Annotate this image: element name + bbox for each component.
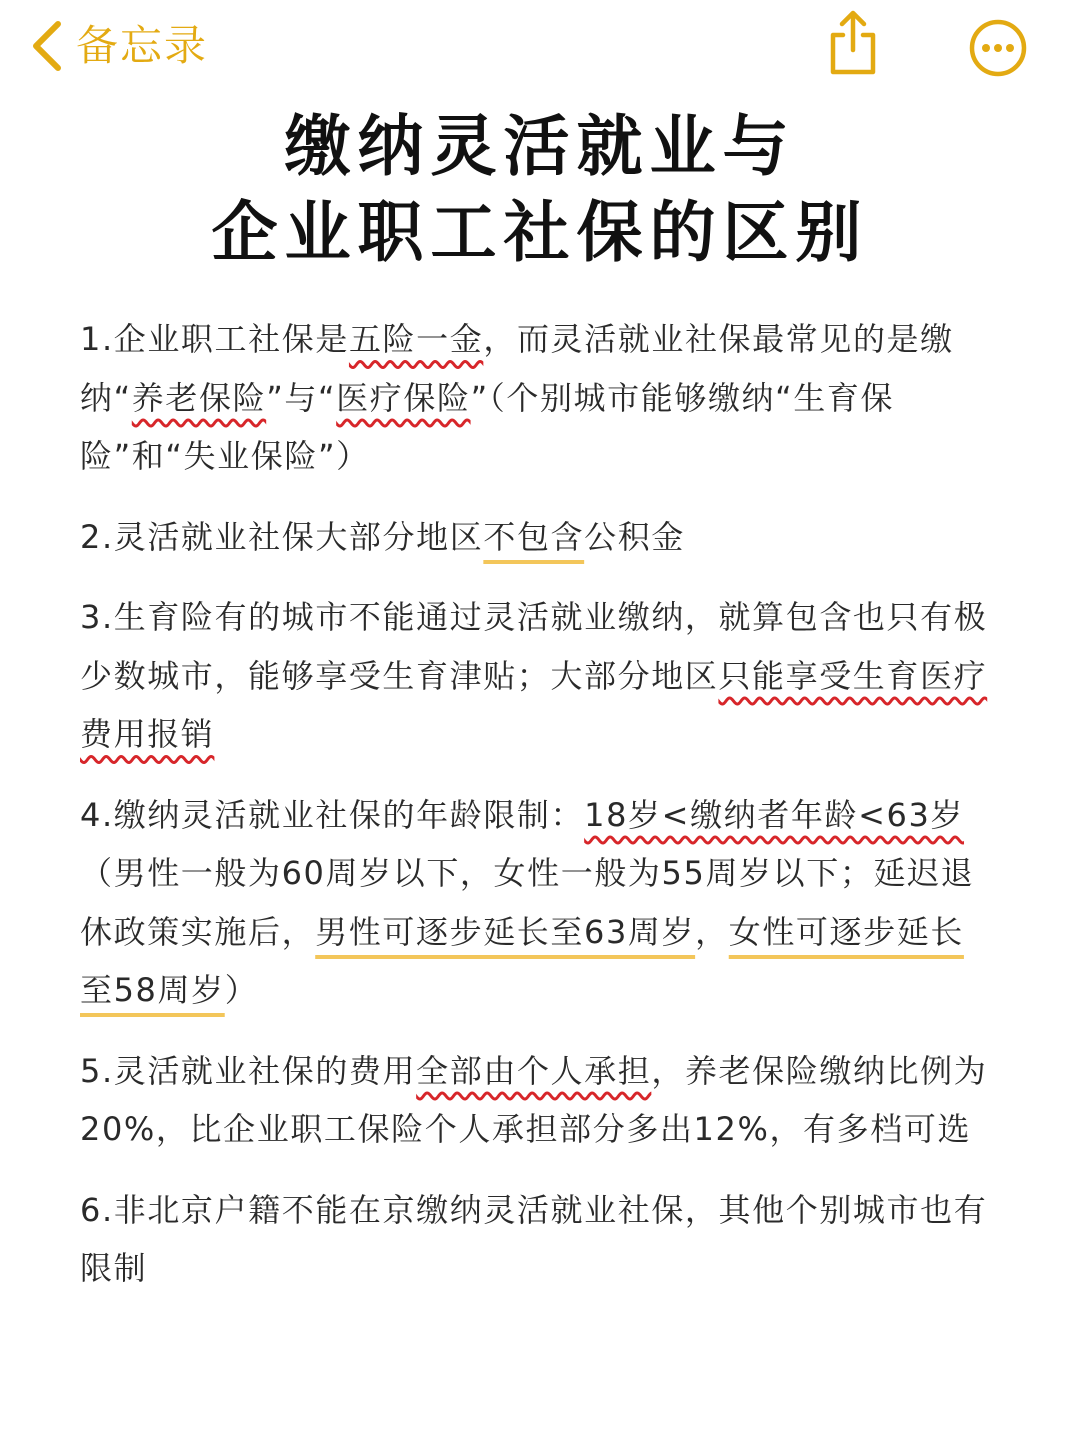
chevron-left-icon — [30, 20, 64, 72]
paragraph-text: ”（个别城市能够缴纳“生育保险”和“失业保险”） — [80, 378, 895, 475]
note-paragraph — [80, 588, 990, 764]
paragraph-text: 6.非北京户籍不能在京缴纳灵活就业社保，其他个别城市也有限制 — [80, 1190, 988, 1287]
note-body — [80, 310, 990, 1320]
paragraph-text: ， — [695, 912, 729, 951]
paragraph-text: ，而灵活就业社保最常见的是缴纳“ — [80, 320, 954, 417]
note-paragraph — [80, 1181, 990, 1298]
more-button[interactable] — [966, 16, 1030, 80]
navigation-bar — [0, 0, 1080, 92]
note-paragraph — [80, 786, 990, 1020]
note-paragraph — [80, 310, 990, 486]
back-label: 备忘录 — [76, 21, 209, 70]
more-ellipsis-icon — [966, 65, 1030, 84]
paragraph-text: ”与“ — [266, 378, 337, 417]
red-underline-highlight: 18岁<缴纳者年龄<63岁 — [584, 795, 965, 834]
red-underline-highlight: 全部由个人承担 — [416, 1051, 652, 1090]
red-underline-highlight: 只能享受生育医疗费用报销 — [80, 656, 988, 753]
paragraph-text: 3.生育险有的城市不能通过灵活就业缴纳，就算包含也只有极少数城市，能够享受生育津贴；大部分地区 — [80, 598, 988, 695]
note-title-line-1: 缴纳灵活就业与 — [284, 108, 796, 185]
paragraph-text: 5.灵活就业社保的费用 — [80, 1051, 417, 1090]
share-button[interactable] — [822, 8, 884, 78]
paragraph-text: 1.企业职工社保是 — [80, 320, 349, 358]
paragraph-text: 2.灵活就业社保大部分地区 — [80, 517, 484, 556]
yellow-underline-highlight: 不包含 — [483, 517, 585, 556]
back-button[interactable] — [30, 14, 208, 78]
paragraph-text: 4.缴纳灵活就业社保的年龄限制： — [80, 795, 585, 834]
paragraph-text: 公积金 — [584, 517, 685, 556]
paragraph-text: ） — [224, 971, 259, 1009]
yellow-underline-highlight: 男性可逐步延长至63周岁 — [315, 912, 696, 951]
note-title — [0, 104, 1080, 276]
note-paragraph — [80, 508, 990, 567]
red-underline-highlight: 医疗保险 — [336, 378, 471, 417]
share-icon — [822, 63, 884, 82]
red-underline-highlight: 养老保险 — [131, 378, 267, 417]
paragraph-text: ，养老保险缴纳比例为20%，比企业职工保险个人承担部分多出12%，有多档可选 — [80, 1051, 988, 1148]
red-underline-highlight: 五险一金 — [348, 320, 484, 358]
paragraph-text: （男性一般为60周岁以下，女性一般为55周岁以下；延迟退休政策实施后， — [80, 854, 975, 951]
yellow-underline-highlight: 女性可逐步延长至58周岁 — [80, 912, 964, 1009]
note-title-line-2: 企业职工社保的区别 — [211, 194, 869, 271]
note-paragraph — [80, 1042, 990, 1159]
